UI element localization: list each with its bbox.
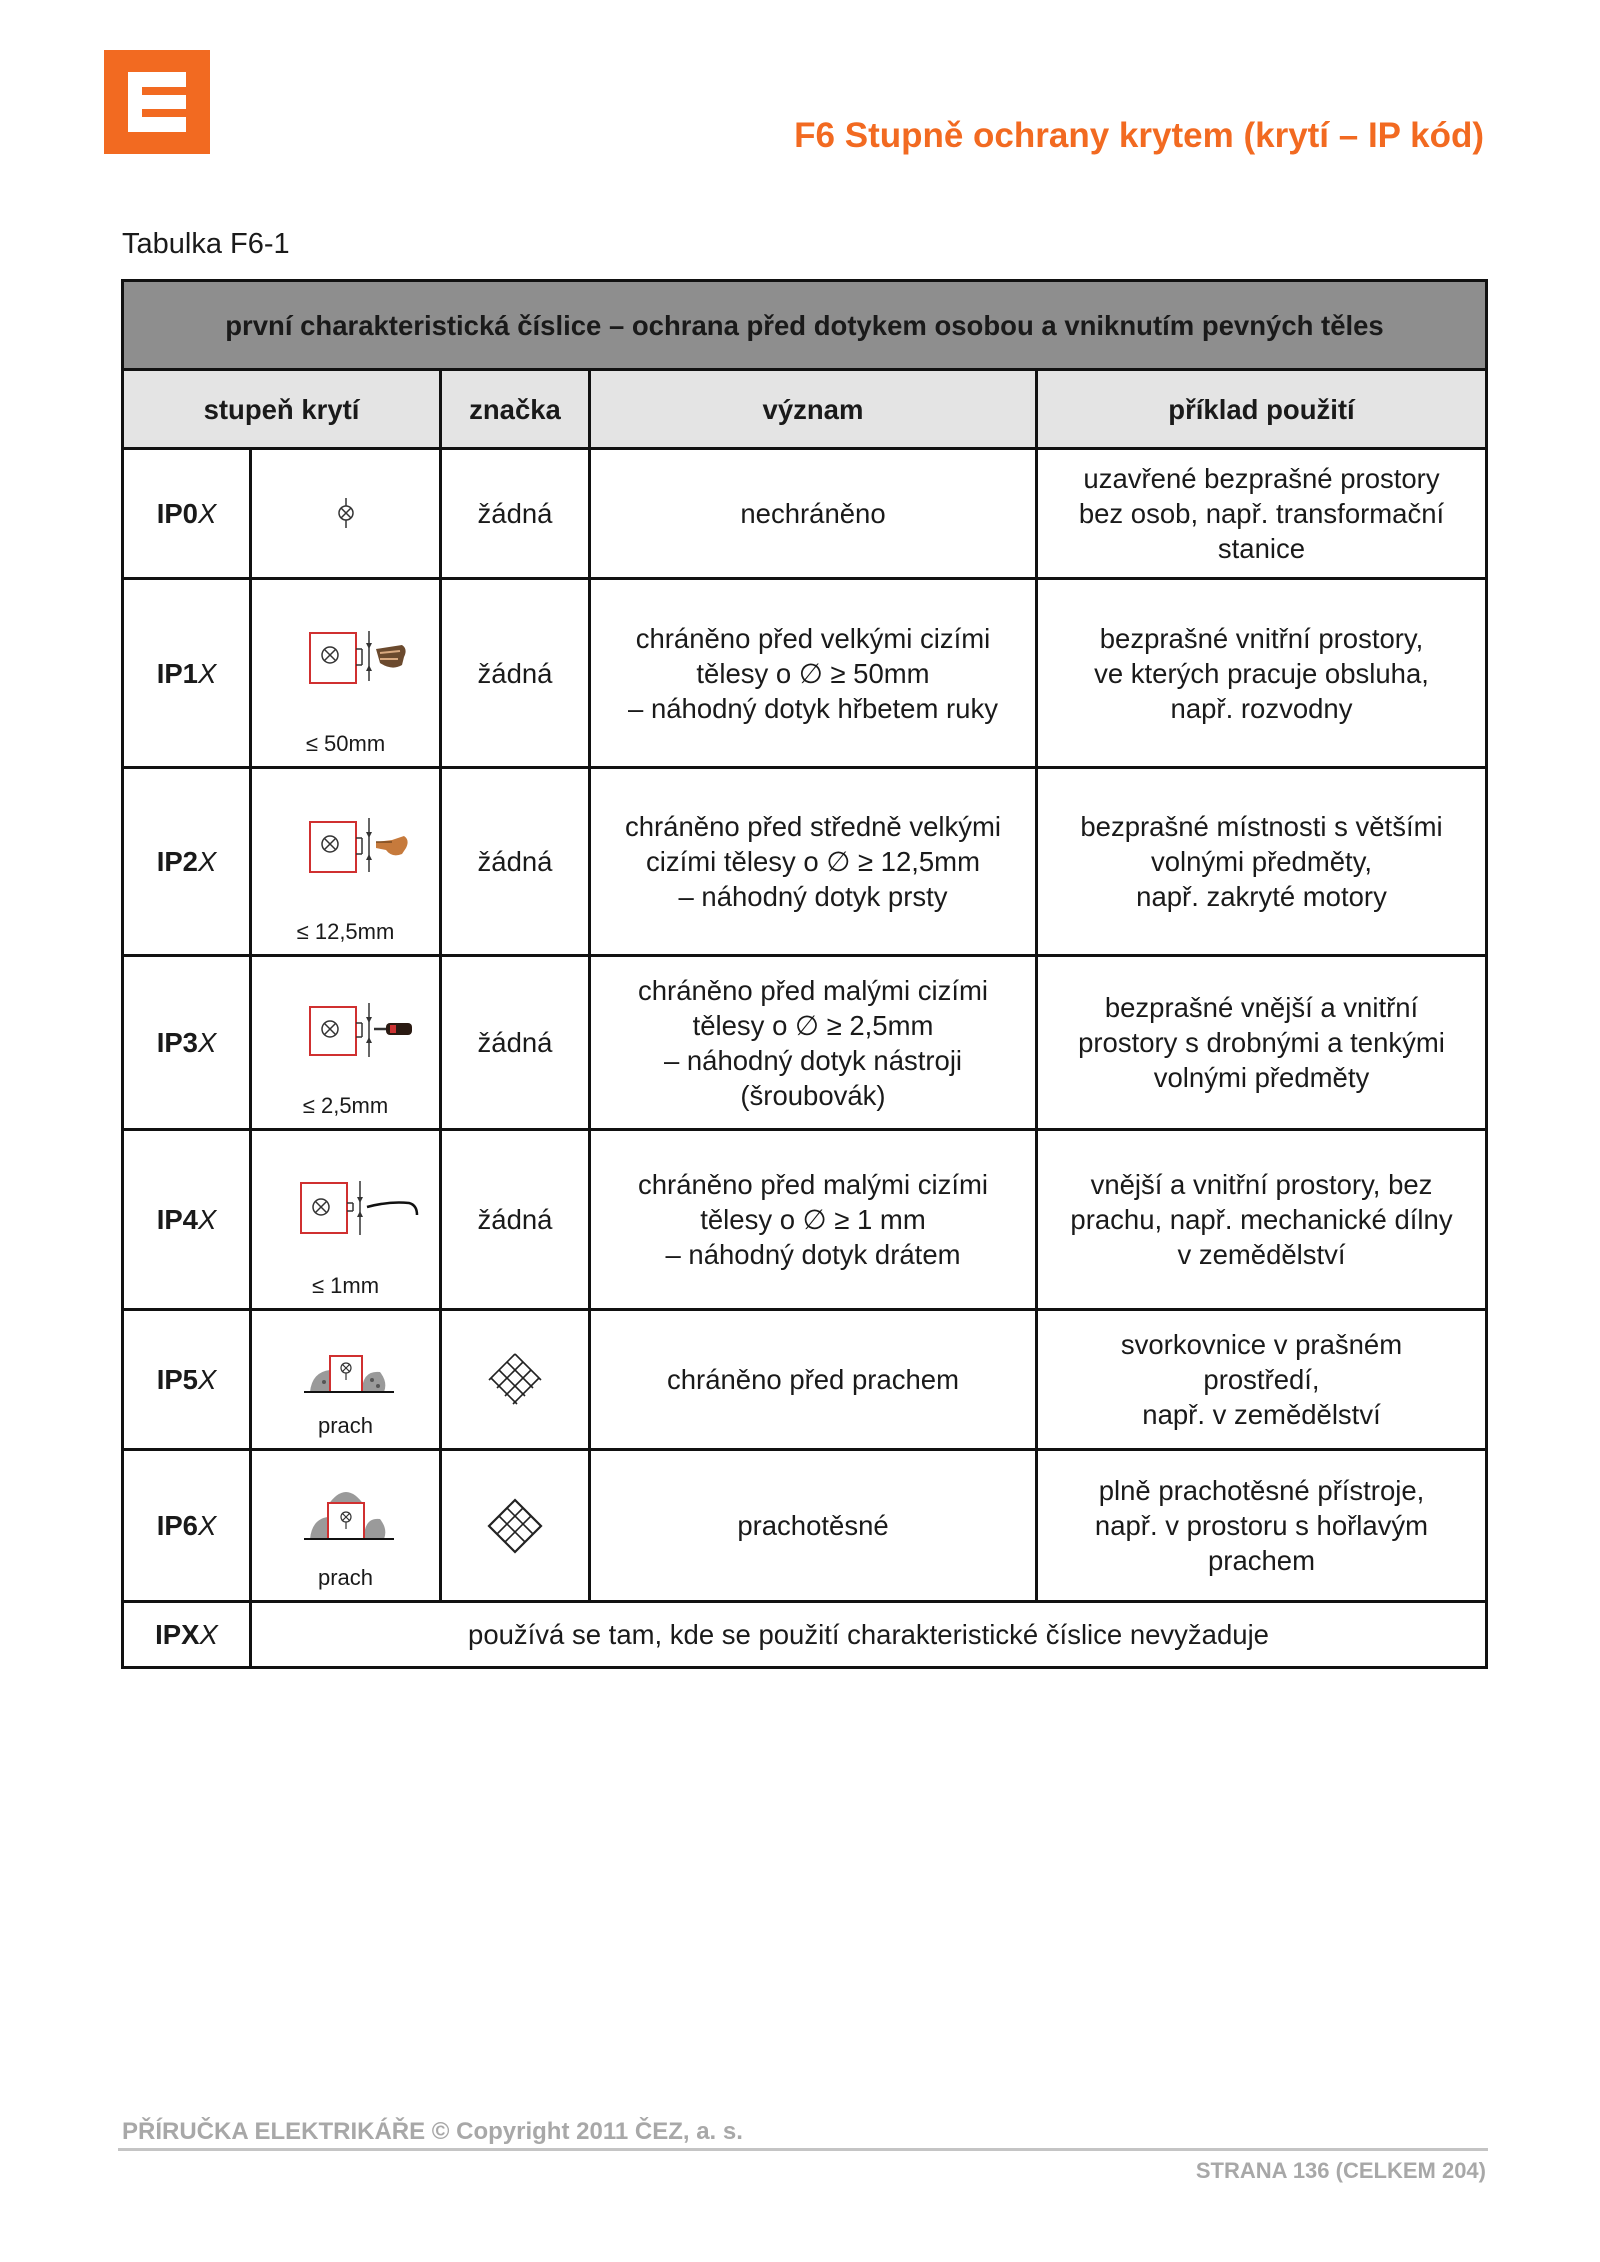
- ip-code: IP0X: [123, 449, 251, 579]
- pictogram-caption: ≤ 50mm: [305, 731, 386, 756]
- pictogram-caption: prach: [317, 1413, 374, 1438]
- mark-cell: žádná: [441, 956, 590, 1130]
- meaning-cell: chráněno před středně velkými cizími tělesy o ∅ ≥ 12,5mm – náhodný dotyk prsty: [590, 768, 1037, 956]
- finger-icon: [251, 768, 441, 956]
- ip-code: IPXX: [123, 1602, 251, 1668]
- example-cell: uzavřené bezprašné prostory bez osob, např. transformační stanice: [1037, 449, 1487, 579]
- meaning-cell: prachotěsné: [590, 1450, 1037, 1602]
- pictogram-caption: ≤ 1mm: [311, 1273, 380, 1298]
- mark-cell: žádná: [441, 449, 590, 579]
- mark-cell: žádná: [441, 1130, 590, 1310]
- example-cell: bezprašné místnosti s většími volnými předměty, např. zakryté motory: [1037, 768, 1487, 956]
- table-row: [123, 449, 1487, 579]
- ip-code: IP3X: [123, 956, 251, 1130]
- meaning-cell: chráněno před malými cizími tělesy o ∅ ≥ 1 mm – náhodný dotyk drátem: [590, 1130, 1037, 1310]
- meaning-cell: nechráněno: [590, 449, 1037, 579]
- ip-code: IP2X: [123, 768, 251, 956]
- example-cell: bezprašné vnitřní prostory, ve kterých pracuje obsluha, např. rozvodny: [1037, 579, 1487, 768]
- meaning-cell: chráněno před malými cizími tělesy o ∅ ≥ 2,5mm – náhodný dotyk nástroji (šroubovák): [590, 956, 1037, 1130]
- table-label: Tabulka F6-1: [122, 228, 290, 260]
- bulb-symbol-icon: [251, 449, 441, 579]
- column-header-example: příklad použití: [1037, 370, 1487, 449]
- table-row: [123, 1130, 1487, 1310]
- meaning-cell: chráněno před prachem: [590, 1310, 1037, 1450]
- pictogram-caption: ≤ 12,5mm: [296, 919, 395, 944]
- dust-grid-icon: [441, 1310, 590, 1450]
- column-header-meaning: význam: [590, 370, 1037, 449]
- wire-icon: [251, 1130, 441, 1310]
- footer-page-number: STRANA 136 (CELKEM 204): [1195, 2158, 1486, 2183]
- footer-divider: [118, 2148, 1488, 2151]
- ip-code: IP1X: [123, 579, 251, 768]
- table-row: [123, 579, 1487, 768]
- ip-code: IP6X: [123, 1450, 251, 1602]
- mark-cell: žádná: [441, 768, 590, 956]
- screwdriver-icon: [251, 956, 441, 1130]
- meaning-cell: chráněno před velkými cizími tělesy o ∅ ≥ 50mm – náhodný dotyk hřbetem ruky: [590, 579, 1037, 768]
- table-row: [123, 1602, 1487, 1668]
- table-banner: první charakteristická číslice – ochrana před dotykem osobou a vniknutím pevných těles: [123, 281, 1487, 370]
- mark-cell: žádná: [441, 579, 590, 768]
- table-row: [123, 956, 1487, 1130]
- footer-copyright: PŘÍRUČKA ELEKTRIKÁŘE © Copyright 2011 ČEZ, a. s.: [122, 2118, 743, 2145]
- example-cell: svorkovnice v prašném prostředí, např. v zemědělství: [1037, 1310, 1487, 1450]
- table-row: [123, 1450, 1487, 1602]
- example-cell: plně prachotěsné přístroje, např. v prostoru s hořlavým prachem: [1037, 1450, 1487, 1602]
- ip-code: IP4X: [123, 1130, 251, 1310]
- dust-tight-grid-icon: [441, 1450, 590, 1602]
- example-cell: bezprašné vnější a vnitřní prostory s drobnými a tenkými volnými předměty: [1037, 956, 1487, 1130]
- column-header-degree: stupeň krytí: [123, 370, 441, 449]
- page-title: F6 Stupně ochrany krytem (krytí – IP kód): [794, 116, 1484, 155]
- ip-code: IP5X: [123, 1310, 251, 1450]
- pictogram-caption: prach: [317, 1565, 374, 1590]
- cez-logo-icon: [104, 50, 210, 154]
- dust-tight-icon: [251, 1450, 441, 1602]
- pictogram-caption: ≤ 2,5mm: [302, 1093, 389, 1118]
- table-row: [123, 768, 1487, 956]
- hand-back-icon: [251, 579, 441, 768]
- column-header-mark: značka: [441, 370, 590, 449]
- example-cell: vnější a vnitřní prostory, bez prachu, např. mechanické dílny v zemědělství: [1037, 1130, 1487, 1310]
- table-row: [123, 1310, 1487, 1450]
- ipxx-description: používá se tam, kde se použití charakteristické číslice nevyžaduje: [251, 1602, 1487, 1668]
- dust-protected-icon: [251, 1310, 441, 1450]
- ip-code-table: [121, 279, 1488, 1669]
